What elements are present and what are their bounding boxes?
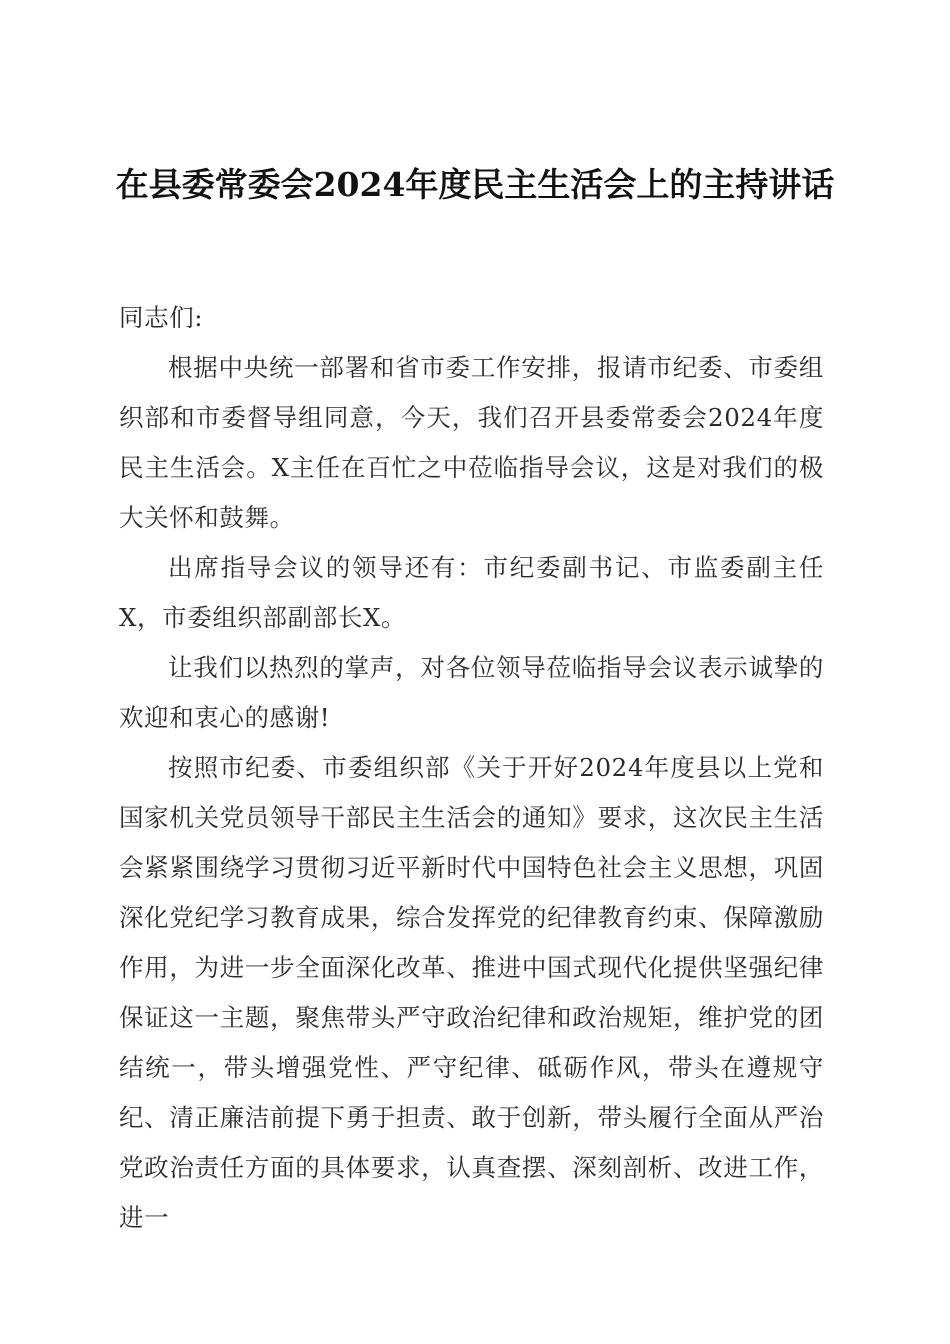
paragraph: 让我们以热烈的掌声，对各位领导莅临指导会议表示诚挚的欢迎和衷心的感谢!: [119, 653, 824, 732]
document-title: 在县委常委会2024年度民主生活会上的主持讲话: [115, 165, 835, 204]
document-body: [119, 293, 824, 1243]
paragraph: 根据中央统一部署和省市委工作安排，报请市纪委、市委组织部和市委督导组同意，今天，我们召开县委常委会2024年度民主生活会。X主任在百忙之中莅临指导会议，这是对我们的极大关怀和鼓舞。: [119, 353, 824, 532]
paragraph: 按照市纪委、市委组织部《关于开好2024年度县以上党和国家机关党员领导干部民主生活会的通知》要求，这次民主生活会紧紧围绕学习贯彻习近平新时代中国特色社会主义思想，巩固深化党纪学习教育成果，综合发挥党的纪律教育约束、保障激励作用，为进一步全面深化改革、推进中国式现代化提供坚强纪律保证这一主题，聚焦带头严守政治纪律和政治规矩，维护党的团结统一，带头增强党性、严守纪律、砥砺作风，带头在遵规守纪、清正廉洁前提下勇于担责、敢于创新，带头履行全面从严治党政治责任方面的具体要求，认真查摆、深刻剖析、改进工作，进一: [119, 753, 824, 1232]
salutation: 同志们:: [119, 303, 204, 332]
paragraph: 出席指导会议的领导还有：市纪委副书记、市监委副主任X，市委组织部副部长X。: [119, 553, 824, 632]
